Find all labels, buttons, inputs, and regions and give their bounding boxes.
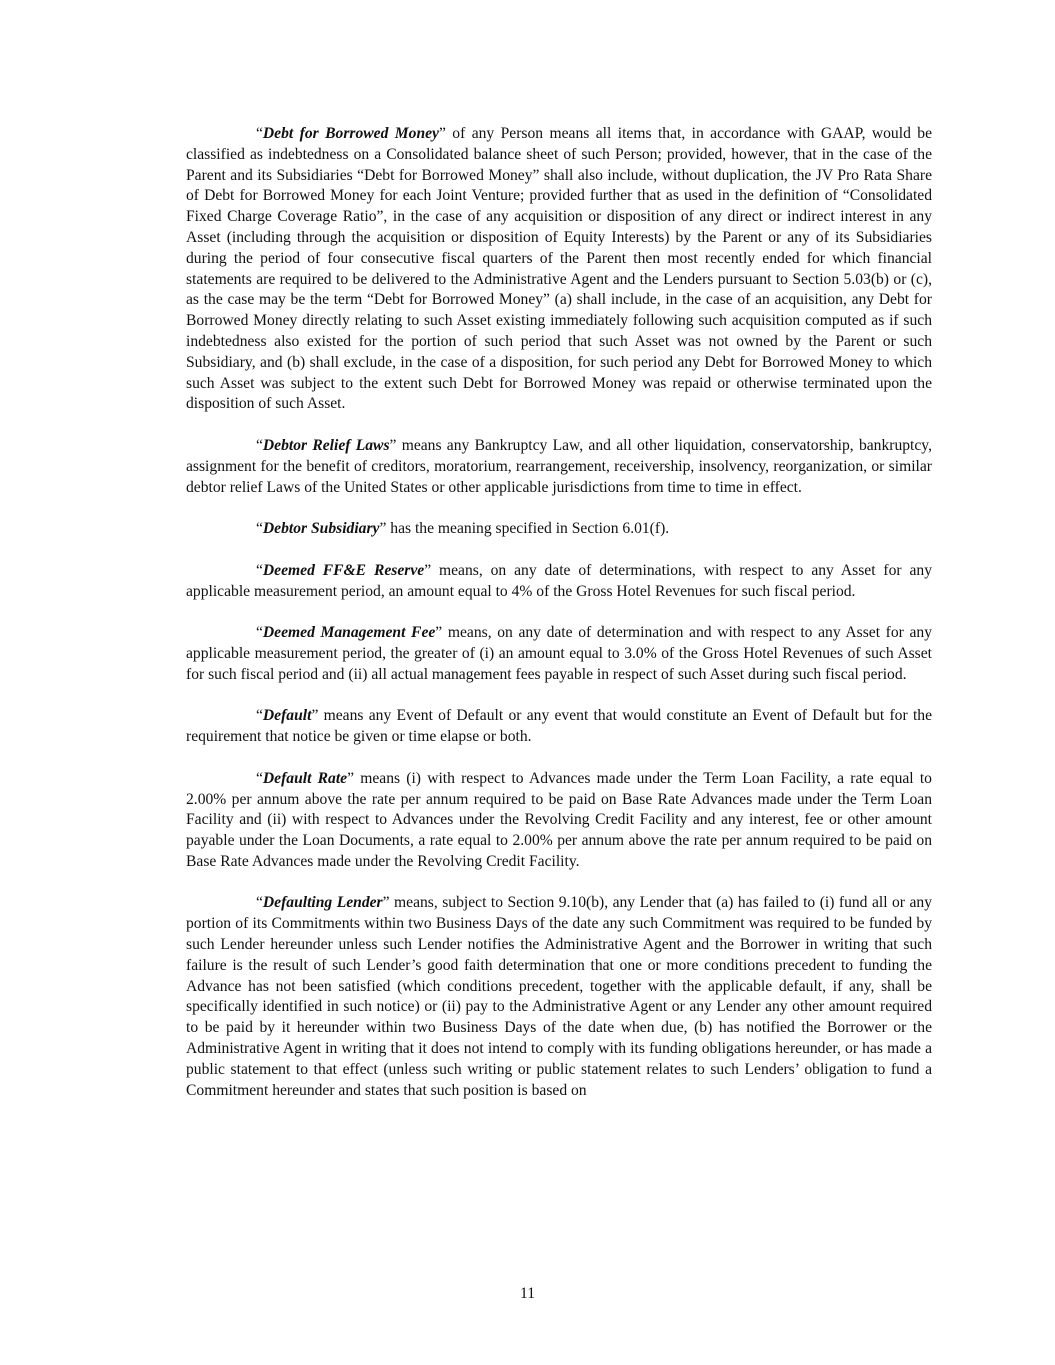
definition-paragraph — [186, 623, 932, 685]
definition-paragraph — [186, 519, 932, 540]
definition-text: means, on any date of determination and with respect to any Asset for any applicable measurement period, the greater of (i) an amount equal to 3.0% of the Gross Hotel Revenues of such Asset for such fiscal period and (ii) all actual management fees payable in respect of such Asset during such fiscal period. — [186, 624, 932, 683]
definition-text: means any Event of Default or any event that would constitute an Event of Default but for the requirement that notice be given or time elapse or both. — [186, 707, 932, 746]
close-quote: ” — [438, 125, 446, 142]
defined-term: Defaulting Lender — [262, 894, 383, 912]
close-quote: ” — [389, 436, 397, 454]
close-quote: ” — [424, 561, 432, 579]
defined-term: Default Rate — [262, 769, 348, 787]
definition-text: means, subject to Section 9.10(b), any Lender that (a) has failed to (i) fund all or any portion of its Commitments within two Business Days of the date any such Commitment was required to be funded by such Lender hereunder unless such Lender notifies the Administrative Agent and the Borrower in writing that such failure is the result of such Lender’s good faith determination that one or more conditions precedent to funding the Advance has not been satisfied (which conditions precedent, together with the applicable default, if any, shall be specifically identified in such notice) or (ii) pay to the Administrative Agent or any Lender any other amount required to be paid by it hereunder within two Business Days of the date when due, (b) has notified the Borrower or the Administrative Agent in writing that it does not intend to comply with its funding obligations hereunder, or has made a public statement to that effect (unless such writing or public statement relates to such Lenders’ obligation to fund a Commitment hereunder and states that such position is based on — [186, 894, 932, 1099]
open-quote: “ — [256, 520, 263, 538]
open-quote: “ — [256, 436, 263, 454]
open-quote: “ — [256, 894, 263, 912]
defined-term: Deemed Management Fee — [262, 624, 436, 642]
defined-term: Debt for Borrowed Money — [262, 125, 439, 142]
definition-paragraph — [186, 436, 932, 498]
defined-term: Debtor Relief Laws — [262, 436, 390, 454]
definition-text: of any Person means all items that, in accordance with GAAP, would be classified as indebtedness on a Consolidated balance sheet of such Person; provided, however, that in the case of the Parent and its Subsidiaries “Debt for Borrowed Money” shall also include, without duplication, the JV Pro Rata Share of Debt for Borrowed Money for each Joint Venture; provided further that as used in the definition of “Consolidated Fixed Charge Coverage Ratio”, in the case of any acquisition or disposition of any direct or indirect interest in any Asset (including through the acquisition or disposition of Equity Interests) by the Parent or any of its Subsidiaries during the period of four consecutive fiscal quarters of the Parent then most recently ended for which financial statements are required to be delivered to the Administrative Agent and the Lenders pursuant to Section 5.03(b) or (c), as the case may be the term “Debt for Borrowed Money” (a) shall include, in the case of an acquisition, any Debt for Borrowed Money directly relating to such Asset existing immediately following such acquisition computed as if such indebtedness also existed for the portion of such period that such Asset was not owned by the Parent or such Subsidiary, and (b) shall exclude, in the case of a disposition, for such period any Debt for Borrowed Money to which such Asset was subject to the extent such Debt for Borrowed Money was repaid or otherwise terminated upon the disposition of such Asset. — [186, 125, 932, 413]
open-quote: “ — [256, 561, 263, 579]
document-page — [186, 124, 932, 1122]
open-quote: “ — [256, 624, 263, 642]
definition-paragraph — [186, 561, 932, 603]
page-number: 11 — [519, 1285, 535, 1302]
close-quote: ” — [379, 520, 387, 538]
defined-term: Default — [262, 707, 312, 725]
defined-term: Deemed FF&E Reserve — [262, 561, 425, 579]
close-quote: ” — [382, 894, 390, 912]
close-quote: ” — [435, 624, 443, 642]
defined-term: Debtor Subsidiary — [262, 520, 380, 538]
definition-paragraph — [186, 706, 932, 748]
definition-text: has the meaning specified in Section 6.01(f). — [386, 520, 670, 538]
definition-text: means any Bankruptcy Law, and all other liquidation, conservatorship, bankruptcy, assignment for the benefit of creditors, moratorium, rearrangement, receivership, insolvency, reorganization, or similar debtor relief Laws of the United States or other applicable jurisdictions from time to time in effect. — [186, 436, 932, 496]
definition-text: means, on any date of determinations, with respect to any Asset for any applicable measurement period, an amount equal to 4% of the Gross Hotel Revenues for such fiscal period. — [186, 561, 932, 600]
close-quote: ” — [311, 707, 319, 725]
definition-paragraph — [186, 893, 932, 1101]
definition-paragraph — [186, 769, 932, 873]
definition-paragraph — [186, 124, 932, 415]
close-quote: ” — [347, 769, 355, 787]
open-quote: “ — [256, 125, 263, 142]
open-quote: “ — [256, 769, 263, 787]
definition-text: means (i) with respect to Advances made under the Term Loan Facility, a rate equal to 2.00% per annum above the rate per annum required to be paid on Base Rate Advances made under the Term Loan Facility and (ii) with respect to Advances under the Revolving Credit Facility and any interest, fee or other amount payable under the Loan Documents, a rate equal to 2.00% per annum above the rate per annum required to be paid on Base Rate Advances made under the Revolving Credit Facility. — [186, 769, 932, 870]
open-quote: “ — [256, 707, 263, 725]
